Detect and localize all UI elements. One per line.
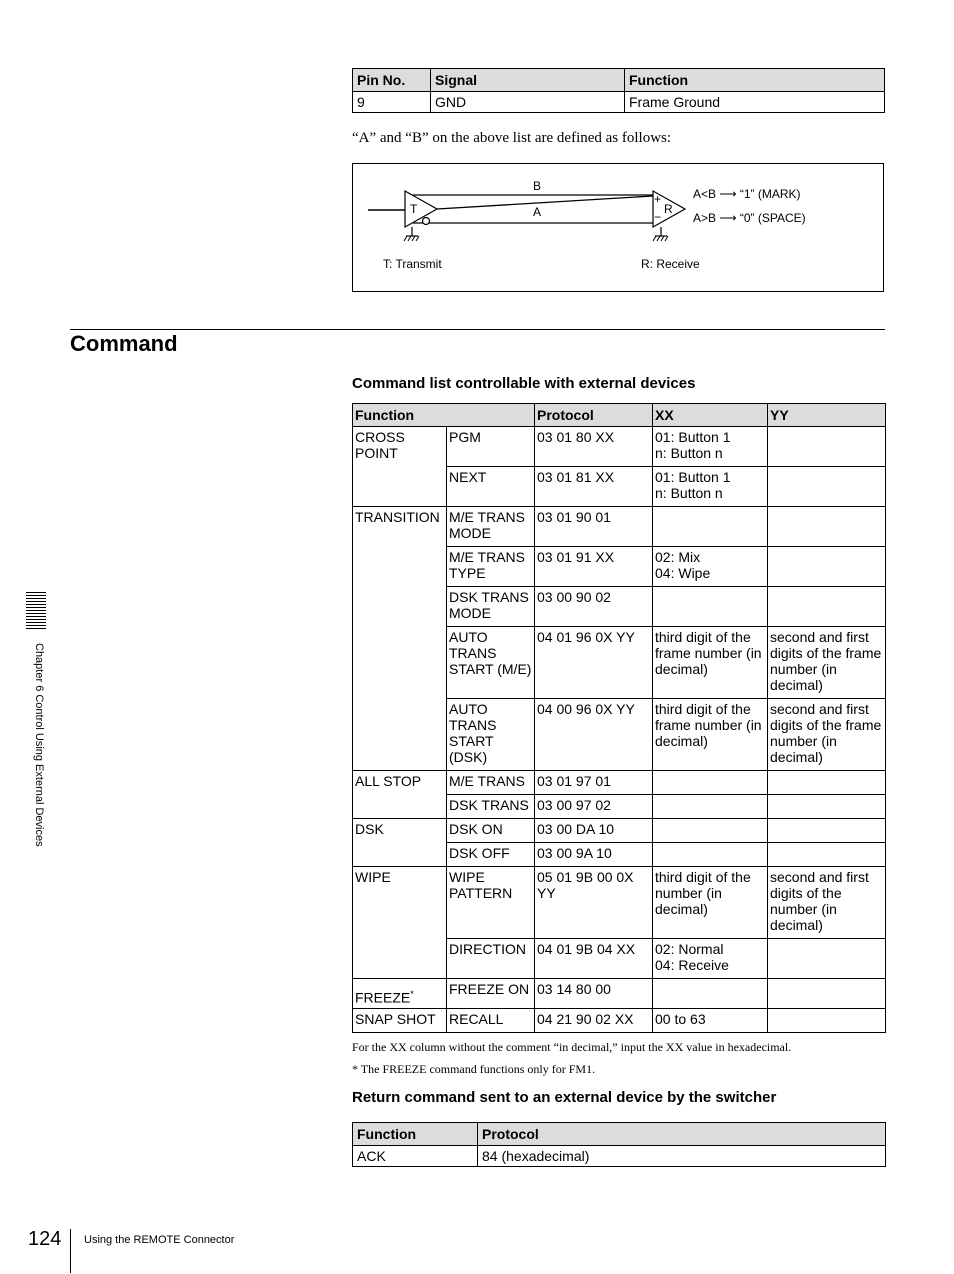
transmit-receive-circuit: [353, 164, 883, 291]
sub-function-cell: M/E TRANS TYPE: [447, 547, 535, 587]
footer-divider: [70, 1229, 71, 1273]
label-minus: −: [654, 210, 662, 224]
col-header-xx: XX: [653, 404, 768, 427]
function-group-cell: [353, 507, 447, 771]
protocol-cell: 04 01 96 0X YY: [535, 627, 653, 699]
protocol-cell: 03 01 97 01: [535, 771, 653, 795]
chapter-tab-marks: [26, 592, 46, 631]
footnote-marker: *: [410, 989, 414, 999]
receive-label: R: Receive: [641, 257, 700, 271]
return-command-table: [352, 1122, 886, 1167]
xx-cell: [653, 819, 768, 843]
sub-function-cell: PGM: [447, 427, 535, 467]
return-col-header: Protocol: [478, 1123, 886, 1146]
sub-function-cell: AUTO TRANS START (M/E): [447, 627, 535, 699]
xx-cell: 01: Button 1 n: Button n: [653, 467, 768, 507]
xx-cell: [653, 843, 768, 867]
col-header-protocol: Protocol: [535, 404, 653, 427]
xx-cell: 01: Button 1 n: Button n: [653, 427, 768, 467]
label-t: T: [410, 202, 418, 216]
yy-cell: [768, 507, 886, 547]
label-r: R: [664, 202, 673, 216]
xx-cell: third digit of the frame number (in decimal): [653, 699, 768, 771]
col-header-yy: YY: [768, 404, 886, 427]
function-group-name: DSK: [355, 821, 384, 837]
function-group-cell: [353, 1008, 447, 1032]
pin-cell: GND: [431, 92, 625, 113]
protocol-cell: 03 00 97 02: [535, 795, 653, 819]
table-row: [353, 92, 885, 113]
label-a: A: [533, 205, 542, 219]
table-row: [353, 427, 886, 467]
sub-function-cell: DSK ON: [447, 819, 535, 843]
command-table: [352, 403, 886, 1033]
function-group-name: WIPE: [355, 869, 391, 885]
table-row: [353, 1008, 886, 1032]
label-b: B: [533, 179, 542, 193]
yy-cell: second and first digits of the number (in decimal): [768, 867, 886, 939]
ab-intro-text: “A” and “B” on the above list are defined as follows:: [352, 130, 672, 146]
yy-cell: second and first digits of the frame number (in decimal): [768, 699, 886, 771]
protocol-cell: 03 00 DA 10: [535, 819, 653, 843]
function-group-cell: [353, 979, 447, 1009]
sub-function-cell: M/E TRANS MODE: [447, 507, 535, 547]
xx-cell: [653, 507, 768, 547]
xx-cell: 02: Normal 04: Receive: [653, 939, 768, 979]
yy-cell: [768, 547, 886, 587]
function-group-name: FREEZE: [355, 989, 411, 1006]
footnote-hex: For the XX column without the comment “in decimal,” input the XX value in hexadecimal.: [352, 1040, 792, 1054]
sub-function-cell: NEXT: [447, 467, 535, 507]
sub-function-cell: WIPE PATTERN: [447, 867, 535, 939]
function-group-name: ALL STOP: [355, 773, 422, 789]
protocol-cell: 04 01 9B 04 XX: [535, 939, 653, 979]
section-divider: [70, 329, 885, 330]
table-row: [353, 507, 886, 547]
pin-cell: Frame Ground: [625, 92, 885, 113]
yy-cell: [768, 795, 886, 819]
protocol-cell: 03 00 90 02: [535, 587, 653, 627]
yy-cell: [768, 843, 886, 867]
yy-cell: [768, 587, 886, 627]
return-command-heading: Return command sent to an external device by the switcher: [352, 1089, 777, 1106]
return-col-header: Function: [353, 1123, 478, 1146]
sub-function-cell: DSK TRANS: [447, 795, 535, 819]
protocol-cell: 03 14 80 00: [535, 979, 653, 1009]
page-number: 124: [28, 1228, 62, 1250]
xx-cell: [653, 771, 768, 795]
protocol-cell: 03 01 80 XX: [535, 427, 653, 467]
sub-function-cell: RECALL: [447, 1008, 535, 1032]
pin-cell: 9: [353, 92, 431, 113]
xx-cell: [653, 979, 768, 1009]
sub-function-cell: DSK TRANS MODE: [447, 587, 535, 627]
yy-cell: [768, 819, 886, 843]
xx-cell: [653, 795, 768, 819]
protocol-cell: 04 21 90 02 XX: [535, 1008, 653, 1032]
sub-function-cell: M/E TRANS: [447, 771, 535, 795]
pin-col-header: Function: [625, 69, 885, 92]
signal-diagram: [352, 163, 884, 292]
col-header-function: Function: [353, 404, 535, 427]
table-row: [353, 819, 886, 843]
sub-function-cell: AUTO TRANS START (DSK): [447, 699, 535, 771]
protocol-cell: 03 01 91 XX: [535, 547, 653, 587]
yy-cell: second and first digits of the frame number (in decimal): [768, 627, 886, 699]
footer-section-name: Using the REMOTE Connector: [84, 1234, 235, 1246]
transmit-label: T: Transmit: [383, 257, 442, 271]
function-group-cell: [353, 771, 447, 819]
yy-cell: [768, 939, 886, 979]
label-plus: +: [654, 192, 662, 206]
sub-function-cell: DIRECTION: [447, 939, 535, 979]
function-group-cell: [353, 427, 447, 507]
function-group-name: CROSS POINT: [355, 429, 405, 461]
function-group-name: SNAP SHOT: [355, 1010, 436, 1027]
footnote-freeze: * The FREEZE command functions only for FM1.: [352, 1062, 596, 1076]
protocol-cell: 03 01 90 01: [535, 507, 653, 547]
pin-col-header: Signal: [431, 69, 625, 92]
table-row: [353, 1146, 886, 1167]
section-title: Command: [70, 331, 178, 356]
protocol-cell: 04 00 96 0X YY: [535, 699, 653, 771]
mark-text: A<B ⟶ “1” (MARK): [693, 187, 801, 201]
table-row: [353, 979, 886, 1009]
pin-table: [352, 68, 885, 113]
yy-cell: [768, 979, 886, 1009]
function-group-cell: [353, 867, 447, 979]
yy-cell: [768, 1008, 886, 1032]
protocol-cell: 03 00 9A 10: [535, 843, 653, 867]
return-cell: ACK: [353, 1146, 478, 1167]
table-row: [353, 867, 886, 939]
pin-col-header: Pin No.: [353, 69, 431, 92]
xx-cell: third digit of the number (in decimal): [653, 867, 768, 939]
sub-function-cell: DSK OFF: [447, 843, 535, 867]
function-group-cell: [353, 819, 447, 867]
yy-cell: [768, 427, 886, 467]
xx-cell: [653, 587, 768, 627]
space-text: A>B ⟶ “0” (SPACE): [693, 211, 806, 225]
xx-cell: 02: Mix 04: Wipe: [653, 547, 768, 587]
chapter-sidebar-label: Chapter 6 Control Using External Devices: [33, 643, 45, 847]
function-group-name: TRANSITION: [355, 509, 440, 525]
xx-cell: third digit of the frame number (in decimal): [653, 627, 768, 699]
xx-cell: 00 to 63: [653, 1008, 768, 1032]
protocol-cell: 03 01 81 XX: [535, 467, 653, 507]
table-row: [353, 771, 886, 795]
return-cell: 84 (hexadecimal): [478, 1146, 886, 1167]
command-list-heading: Command list controllable with external devices: [352, 375, 696, 392]
protocol-cell: 05 01 9B 00 0X YY: [535, 867, 653, 939]
yy-cell: [768, 771, 886, 795]
yy-cell: [768, 467, 886, 507]
sub-function-cell: FREEZE ON: [447, 979, 535, 1009]
